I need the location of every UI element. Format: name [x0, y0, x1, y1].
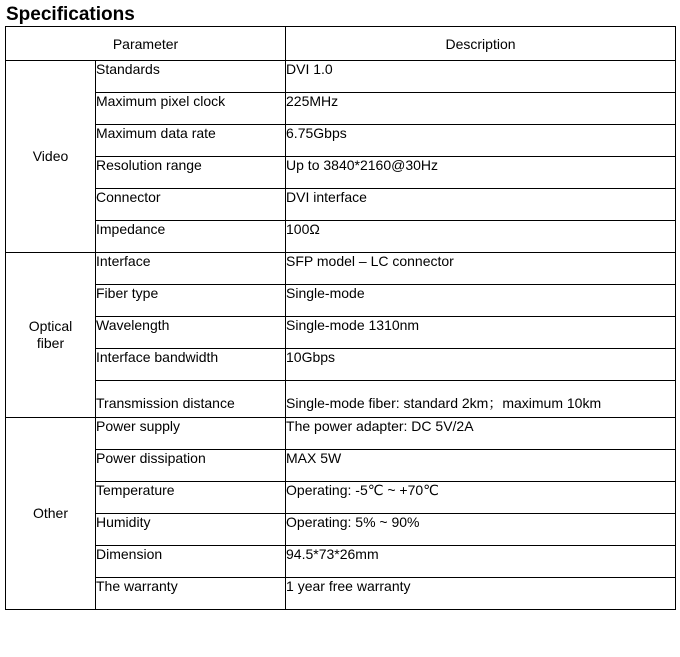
- page-title: Specifications: [6, 4, 135, 25]
- param-cell: Maximum data rate: [96, 125, 286, 157]
- desc-cell: 100Ω: [286, 221, 676, 253]
- table-row: [6, 317, 676, 349]
- group-label-line: Video: [32, 148, 69, 164]
- param-cell: Transmission distance: [96, 381, 286, 418]
- desc-cell: Operating: -5℃ ~ +70℃: [286, 482, 676, 514]
- group-label-line: Optical: [28, 318, 73, 334]
- table-row: [6, 578, 676, 610]
- desc-cell: 94.5*73*26mm: [286, 546, 676, 578]
- param-cell: The warranty: [96, 578, 286, 610]
- desc-cell: 1 year free warranty: [286, 578, 676, 610]
- desc-cell: DVI interface: [286, 189, 676, 221]
- table-row: [6, 221, 676, 253]
- table-row: [6, 285, 676, 317]
- param-cell: Fiber type: [96, 285, 286, 317]
- table-row: [6, 61, 676, 93]
- desc-cell: DVI 1.0: [286, 61, 676, 93]
- desc-cell: Up to 3840*2160@30Hz: [286, 157, 676, 189]
- table-row: [6, 157, 676, 189]
- param-cell: Connector: [96, 189, 286, 221]
- desc-cell: MAX 5W: [286, 450, 676, 482]
- group-label-optical-fiber: [6, 253, 96, 418]
- group-label-line: fiber: [36, 335, 65, 351]
- param-cell: Interface: [96, 253, 286, 285]
- specifications-table: [5, 26, 676, 610]
- table-row: [6, 514, 676, 546]
- param-cell: Power supply: [96, 418, 286, 450]
- desc-cell: 10Gbps: [286, 349, 676, 381]
- table-row: [6, 93, 676, 125]
- parameter-header: Parameter: [6, 27, 286, 61]
- param-cell: Resolution range: [96, 157, 286, 189]
- table-row: [6, 253, 676, 285]
- group-label-line: Other: [32, 505, 68, 521]
- desc-cell: The power adapter: DC 5V/2A: [286, 418, 676, 450]
- desc-cell: Operating: 5% ~ 90%: [286, 514, 676, 546]
- param-cell: Standards: [96, 61, 286, 93]
- group-label-other: [6, 418, 96, 610]
- table-row: [6, 189, 676, 221]
- table-header-row: [6, 27, 676, 61]
- table-row: [6, 546, 676, 578]
- param-cell: Temperature: [96, 482, 286, 514]
- table-row: [6, 125, 676, 157]
- table-row: [6, 381, 676, 418]
- param-cell: Interface bandwidth: [96, 349, 286, 381]
- table-row: [6, 349, 676, 381]
- param-cell: Humidity: [96, 514, 286, 546]
- param-cell: Dimension: [96, 546, 286, 578]
- group-label-video: [6, 61, 96, 253]
- param-cell: Impedance: [96, 221, 286, 253]
- table-row: [6, 450, 676, 482]
- desc-cell: SFP model – LC connector: [286, 253, 676, 285]
- param-cell: Wavelength: [96, 317, 286, 349]
- table-row: [6, 482, 676, 514]
- desc-cell: Single-mode 1310nm: [286, 317, 676, 349]
- desc-cell: 225MHz: [286, 93, 676, 125]
- param-cell: Maximum pixel clock: [96, 93, 286, 125]
- desc-cell: 6.75Gbps: [286, 125, 676, 157]
- table-row: [6, 418, 676, 450]
- description-header: Description: [286, 27, 676, 61]
- desc-cell: Single-mode: [286, 285, 676, 317]
- param-cell: Power dissipation: [96, 450, 286, 482]
- desc-cell: Single-mode fiber: standard 2km；maximum 10km: [286, 381, 676, 418]
